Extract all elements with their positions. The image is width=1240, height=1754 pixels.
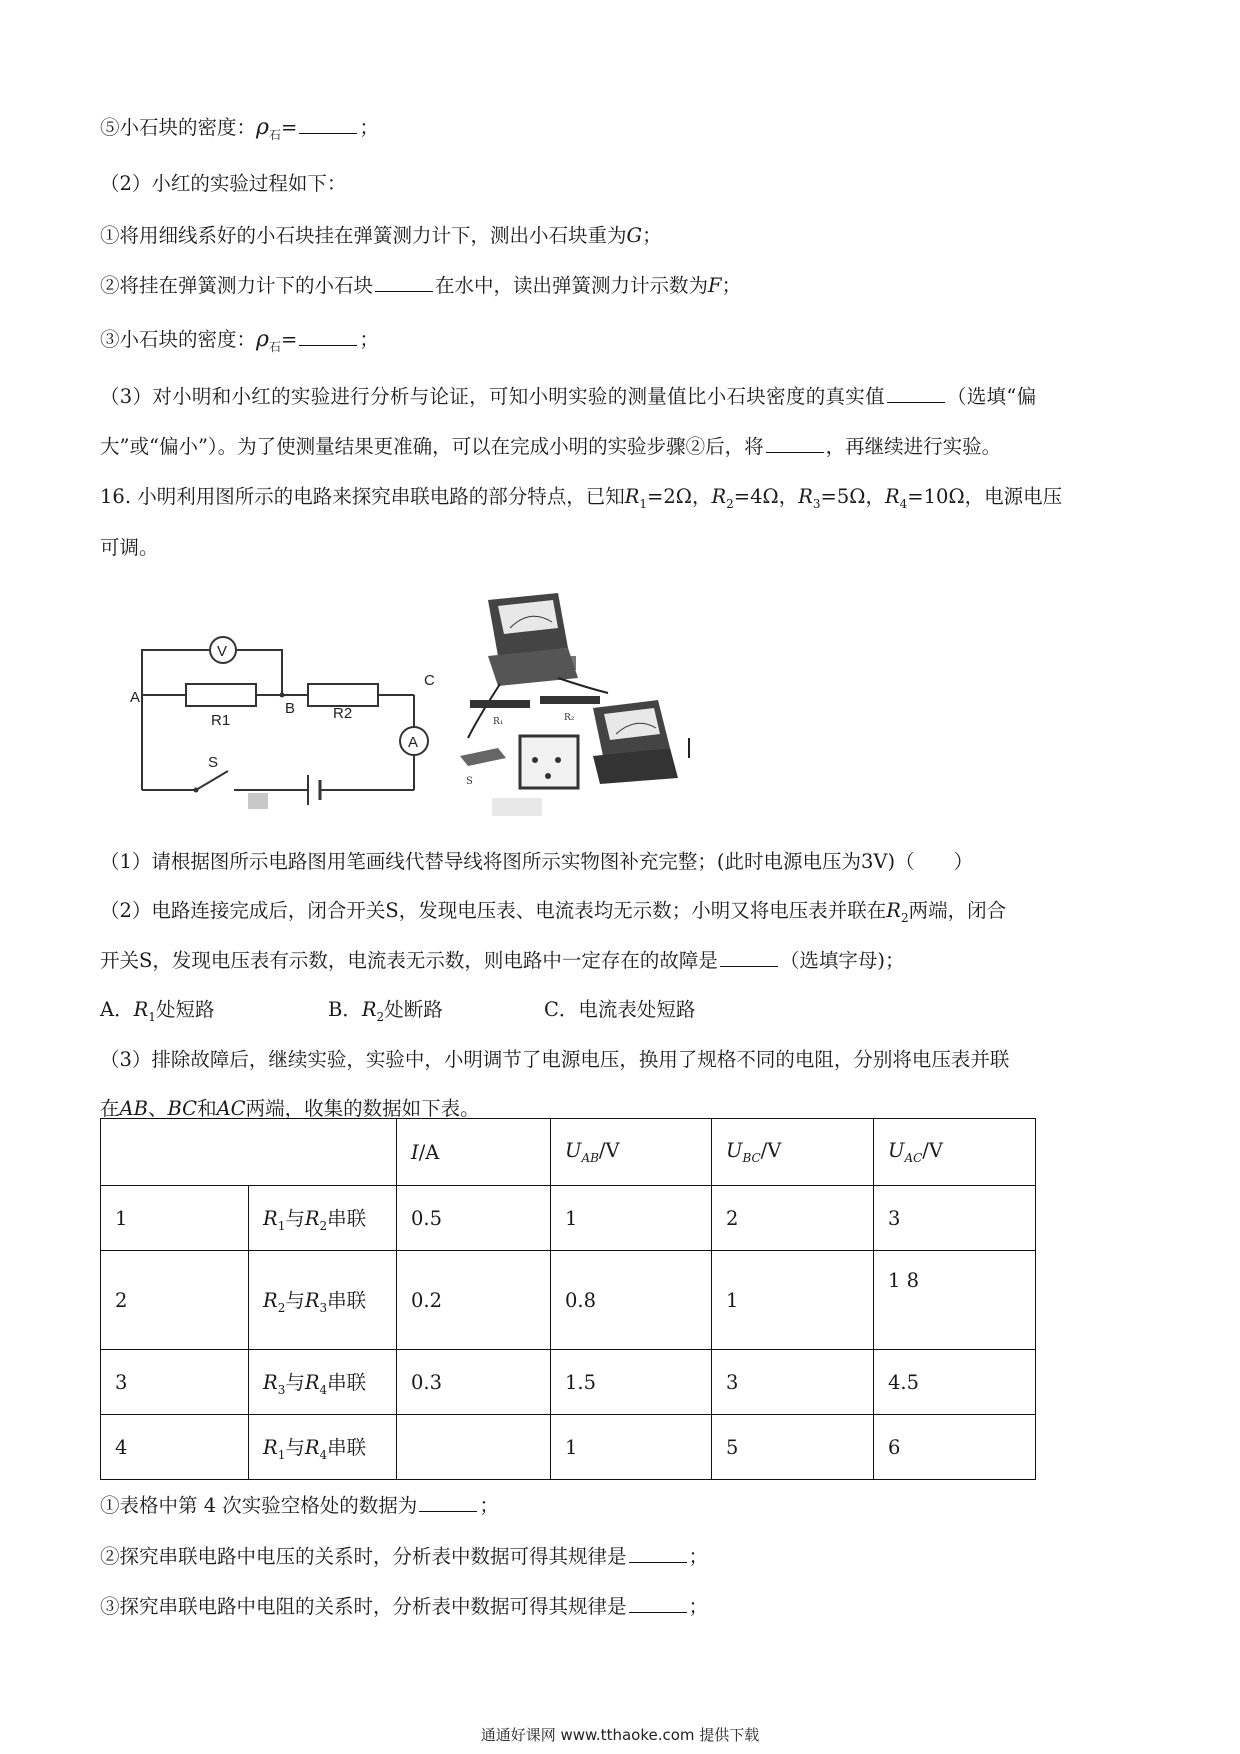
cell-current: 0.2 — [397, 1251, 551, 1350]
row-config: $R_1$与$R_2$串联 — [249, 1186, 397, 1251]
line-sub-q3-b: 在AB、BC和AC两端，收集的数据如下表。 — [100, 1097, 480, 1120]
line-step1: ①将用细线系好的小石块挂在弹簧测力计下，测出小石块重为G； — [100, 224, 662, 247]
line-q3-a: （3）对小明和小红的实验进行分析与论证，可知小明实验的测量值比小石块密度的真实值 （选填“偏 — [100, 385, 1037, 408]
line-sub-q1: （1）请根据图所示电路图用笔画线代替导线将图所示实物图补充完整；(此时电源电压为3V)（ ） — [100, 850, 974, 873]
option-a: A．$R_1$处短路 — [100, 998, 215, 1024]
cell-ubc: 3 — [712, 1350, 874, 1415]
switch-label: S — [208, 754, 219, 771]
table-row — [101, 1415, 1036, 1480]
node-a-label: A — [130, 689, 141, 706]
answer-blank[interactable] — [375, 273, 433, 292]
answer-blank[interactable] — [299, 115, 357, 134]
row-number: 2 — [101, 1251, 249, 1350]
row-number: 3 — [101, 1350, 249, 1415]
option-c: C．电流表处短路 — [544, 998, 696, 1021]
answer-blank[interactable] — [629, 1544, 687, 1563]
line-q2-heading: （2）小红的实验过程如下： — [100, 172, 347, 195]
answer-blank[interactable] — [766, 434, 824, 453]
header-ubc: $U_{BC}/V$ — [712, 1119, 874, 1186]
row-number: 4 — [101, 1415, 249, 1480]
header-uab: $U_{AB}/V$ — [551, 1119, 712, 1186]
apparatus-image — [458, 588, 698, 818]
cell-uab: 1.5 — [551, 1350, 712, 1415]
header-uac: $U_{AC}/V$ — [874, 1119, 1036, 1186]
cell-uac: 6 — [874, 1415, 1036, 1480]
row-config: $R_3$与$R_4$串联 — [249, 1350, 397, 1415]
line-rho-stone-2: ③小石块的密度：$\rho_石=$ ； — [100, 327, 379, 354]
cell-ubc: 5 — [712, 1415, 874, 1480]
table-row — [101, 1186, 1036, 1251]
svg-text:S: S — [466, 776, 473, 787]
table-header-row — [101, 1119, 1036, 1186]
voltmeter-label: V — [217, 643, 228, 660]
r1-label: R1 — [211, 712, 231, 729]
data-table — [100, 1118, 1036, 1480]
line-q3-b: 大”或“偏小”）。为了使测量结果更准确，可以在完成小明的实验步骤②后，将 ，再继续进行实验。 — [100, 435, 1002, 458]
line-sub-3: ③探究串联电路中电阻的关系时，分析表中数据可得其规律是 ； — [100, 1595, 709, 1618]
cell-uac: 1 8 — [874, 1251, 1036, 1350]
line-sub-q2-b: 开关S，发现电压表有示数，电流表无示数，则电路中一定存在的故障是 （选填字母)； — [100, 949, 905, 972]
line-sub-q3: （3）排除故障后，继续实验，实验中，小明调节了电源电压，换用了规格不同的电阻，分别将电压表并联 — [100, 1048, 1010, 1071]
svg-text:R₂: R₂ — [564, 713, 575, 723]
answer-blank[interactable] — [720, 948, 778, 967]
cell-current-empty — [397, 1415, 551, 1480]
line-sub-2: ②探究串联电路中电压的关系时，分析表中数据可得其规律是 ； — [100, 1545, 709, 1568]
answer-blank[interactable] — [629, 1594, 687, 1613]
cell-uab: 1 — [551, 1186, 712, 1251]
row-number: 1 — [101, 1186, 249, 1251]
cell-current: 0.3 — [397, 1350, 551, 1415]
cell-uac: 4.5 — [874, 1350, 1036, 1415]
circuit-diagram — [128, 615, 448, 810]
line-q16-end: 可调。 — [100, 536, 159, 559]
row-config: $R_2$与$R_3$串联 — [249, 1251, 397, 1350]
cell-uab: 0.8 — [551, 1251, 712, 1350]
svg-text:R₁: R₁ — [493, 717, 504, 727]
cell-ubc: 1 — [712, 1251, 874, 1350]
cell-ubc: 2 — [712, 1186, 874, 1251]
line-q16: 16. 小明利用图所示的电路来探究串联电路的部分特点，已知$R_1=2\Omega$，$R_2=4\Omega$，$R_3=5\Omega$，$R_4=10\Omega$，电源电压 — [100, 485, 1063, 511]
line-sub-q2: （2）电路连接完成后，闭合开关S，发现电压表、电流表均无示数；小明又将电压表并联在$R_2$两端，闭合 — [100, 899, 1007, 925]
ammeter-label: A — [408, 734, 419, 751]
header-current: I/A — [397, 1119, 551, 1186]
header-empty-cell — [101, 1119, 397, 1186]
table-row — [101, 1350, 1036, 1415]
node-c-label: C — [424, 672, 435, 689]
cell-uab: 1 — [551, 1415, 712, 1480]
row-config: $R_1$与$R_4$串联 — [249, 1415, 397, 1480]
cell-current: 0.5 — [397, 1186, 551, 1251]
footer: 通通好课网 www.tthaoke.com 提供下载 — [480, 1726, 760, 1744]
r2-label: R2 — [333, 705, 353, 722]
line-step2: ②将挂在弹簧测力计下的小石块 在水中，读出弹簧测力计示数为F； — [100, 274, 742, 297]
line-sub-1: ①表格中第 4 次实验空格处的数据为 ； — [100, 1494, 499, 1517]
answer-blank[interactable] — [299, 327, 357, 346]
cell-uac: 3 — [874, 1186, 1036, 1251]
table-row — [101, 1251, 1036, 1350]
answer-blank[interactable] — [419, 1493, 477, 1512]
answer-blank[interactable] — [887, 384, 945, 403]
option-b: B．$R_2$处断路 — [328, 998, 443, 1024]
node-b-label: B — [285, 700, 296, 717]
line-rho-stone-1: ⑤小石块的密度：$\rho_石=$ ； — [100, 115, 379, 142]
